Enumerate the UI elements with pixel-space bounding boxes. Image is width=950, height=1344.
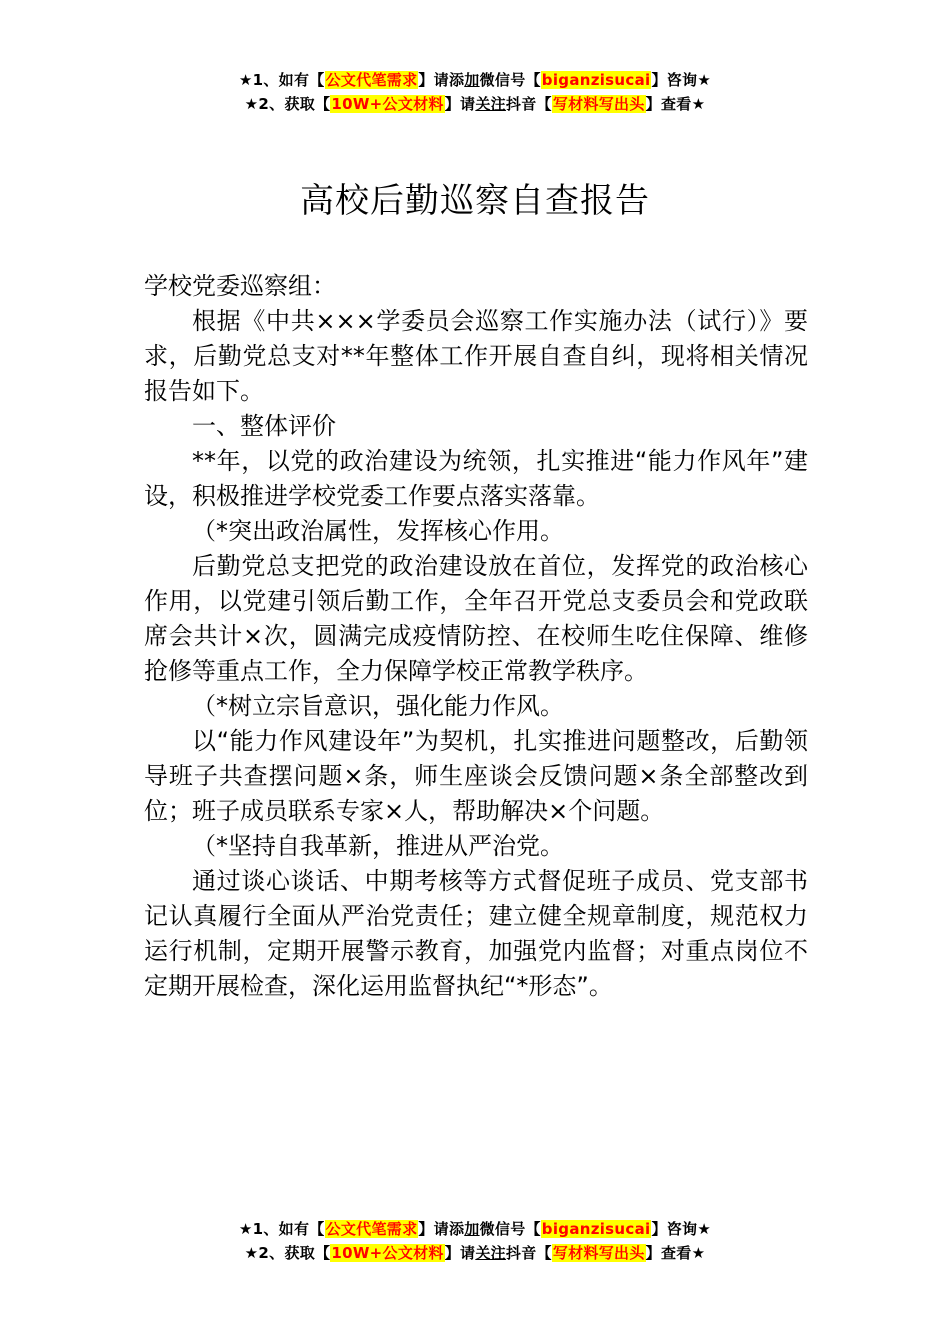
salutation: 学校党委巡察组： xyxy=(144,272,336,300)
ad-text: ★2、获取【 xyxy=(244,95,331,113)
paragraph: 后勤党总支把党的政治建设放在首位，发挥党的政治核心作用，以党建引领后勤工作，全年召开党总支委员会和党政联席会共计×次，圆满完成疫情防控、在校师生吃住保障、维修抢修等重点工作，全力保障学校正常教学秩序。 xyxy=(144,552,808,685)
top-ad-banner xyxy=(0,68,950,116)
paragraph: 通过谈心谈话、中期考核等方式督促班子成员、党支部书记认真履行全面从严治党责任；建立健全规章制度，规范权力运行机制，定期开展警示教育，加强党内监督；对重点岗位不定期开展检查，深化运用监督执纪“*形态”。 xyxy=(144,867,808,1000)
ad-douyin-id: 写材料写出头 xyxy=(552,1244,645,1262)
paragraph: 以“能力作风建设年”为契机，扎实推进问题整改，后勤领导班子共查摆问题×条，师生座谈会反馈问题×条全部整改到位；班子成员联系专家×人，帮助解决×个问题。 xyxy=(144,727,808,825)
ad-text: 微信号【 xyxy=(479,71,541,89)
ad-text: 抖音【 xyxy=(505,1244,552,1262)
ad-highlight: 10W+公文材料 xyxy=(331,1244,444,1262)
ad-text: 抖音【 xyxy=(505,95,552,113)
ad-line-2 xyxy=(0,92,950,116)
document-body xyxy=(144,269,808,1004)
ad-text: 】请添 xyxy=(418,71,465,89)
ad-text: 】查看★ xyxy=(645,95,706,113)
ad-line-2 xyxy=(0,1241,950,1265)
subsection-heading: （*坚持自我革新，推进从严治党。 xyxy=(192,832,564,860)
ad-text: ★1、如有【 xyxy=(238,1220,325,1238)
ad-highlight: 公文代笔需求 xyxy=(325,71,418,89)
ad-text: 】请添 xyxy=(418,1220,465,1238)
ad-text: ★1、如有【 xyxy=(238,71,325,89)
ad-text: 加 xyxy=(464,1220,480,1238)
ad-highlight: 10W+公文材料 xyxy=(331,95,444,113)
ad-text: 微信号【 xyxy=(479,1220,541,1238)
ad-text: 】请 xyxy=(444,95,476,113)
document-title: 高校后勤巡察自查报告 xyxy=(300,181,650,221)
paragraph: **年，以党的政治建设为统领，扎实推进“能力作风年”建设，积极推进学校党委工作要点落实落靠。 xyxy=(144,447,808,510)
ad-wechat-id: biganzisucai xyxy=(541,1220,651,1238)
ad-douyin-id: 写材料写出头 xyxy=(552,95,645,113)
ad-text: ★2、获取【 xyxy=(244,1244,331,1262)
ad-highlight: 公文代笔需求 xyxy=(325,1220,418,1238)
ad-text: 关注 xyxy=(475,1244,506,1262)
ad-text: 】请 xyxy=(444,1244,476,1262)
section-heading: 一、整体评价 xyxy=(192,412,336,440)
bottom-ad-banner xyxy=(0,1217,950,1265)
paragraph: 根据《中共×××学委员会巡察工作实施办法（试行）》要求，后勤党总支对**年整体工作开展自查自纠，现将相关情况报告如下。 xyxy=(144,307,808,405)
ad-text: 关注 xyxy=(475,95,506,113)
ad-text: 加 xyxy=(464,71,480,89)
ad-text: 】查看★ xyxy=(645,1244,706,1262)
ad-text: 】咨询★ xyxy=(651,71,712,89)
ad-text: 】咨询★ xyxy=(651,1220,712,1238)
ad-line-1 xyxy=(0,1217,950,1241)
subsection-heading: （*突出政治属性，发挥核心作用。 xyxy=(192,517,564,545)
ad-line-1 xyxy=(0,68,950,92)
ad-wechat-id: biganzisucai xyxy=(541,71,651,89)
subsection-heading: （*树立宗旨意识，强化能力作风。 xyxy=(192,692,564,720)
